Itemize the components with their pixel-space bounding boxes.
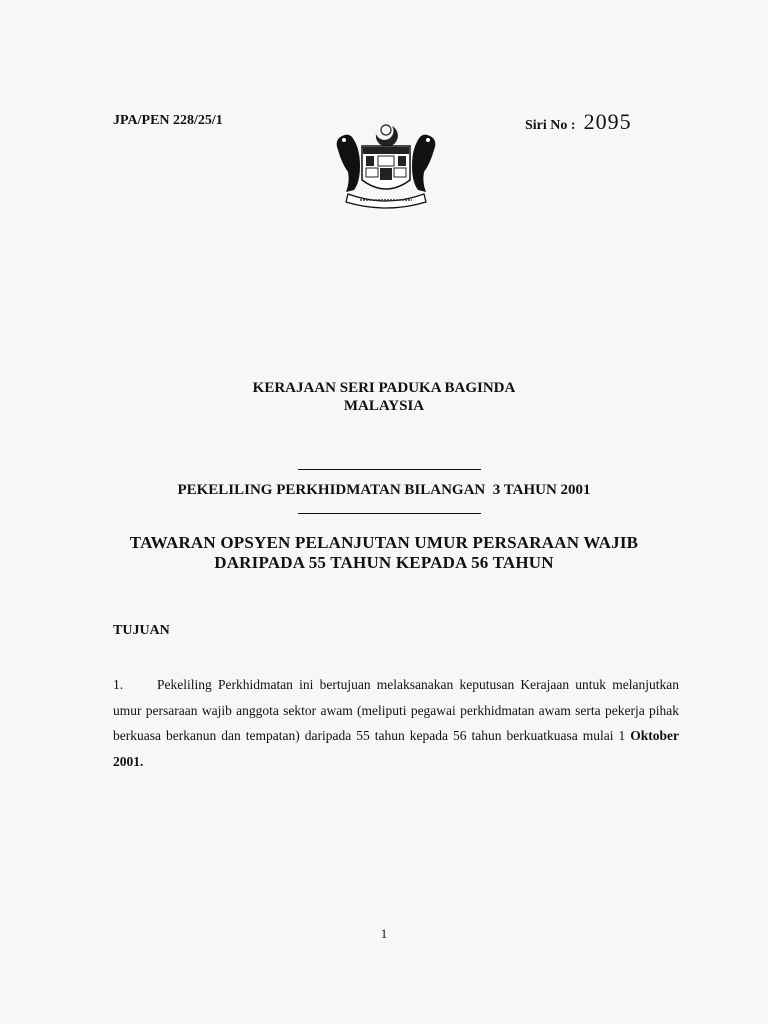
government-name-line1: KERAJAAN SERI PADUKA BAGINDA: [252, 380, 516, 396]
divider-bottom: [298, 513, 481, 514]
serial-number: [525, 109, 632, 135]
paragraph-date: Oktober 2001.: [113, 728, 679, 769]
paragraph-number: 1.: [113, 677, 124, 692]
serial-label: Siri No :: [525, 118, 576, 133]
reference-number: JPA/PEN 228/25/1: [113, 113, 223, 128]
paragraph-1: [113, 672, 679, 774]
government-name-line2: MALAYSIA: [343, 398, 425, 414]
section-heading: TUJUAN: [113, 623, 170, 638]
paragraph-text: Pekeliling Perkhidmatan ini bertujuan melaksanakan keputusan Kerajaan untuk melanjutkan umur persaraan wajib anggota sektor awam (meliputi pegawai perkhidmatan awam serta pekerja pihak berkuasa berkanun dan tempatan) daripada 55 tahun kepada 56 tahun berkuatkuasa mulai 1: [113, 677, 679, 743]
serial-value: 2095: [583, 109, 632, 134]
document-title-line2: DARIPADA 55 TAHUN KEPADA 56 TAHUN: [214, 553, 554, 572]
malaysia-coat-of-arms-icon: [330, 120, 442, 212]
document-title-line1: TAWARAN OPSYEN PELANJUTAN UMUR PERSARAAN WAJIB: [129, 533, 639, 552]
divider-top: [298, 469, 481, 470]
circular-number: PEKELILING PERKHIDMATAN BILANGAN 3 TAHUN 2001: [177, 482, 591, 498]
page-number: 1: [380, 926, 388, 941]
